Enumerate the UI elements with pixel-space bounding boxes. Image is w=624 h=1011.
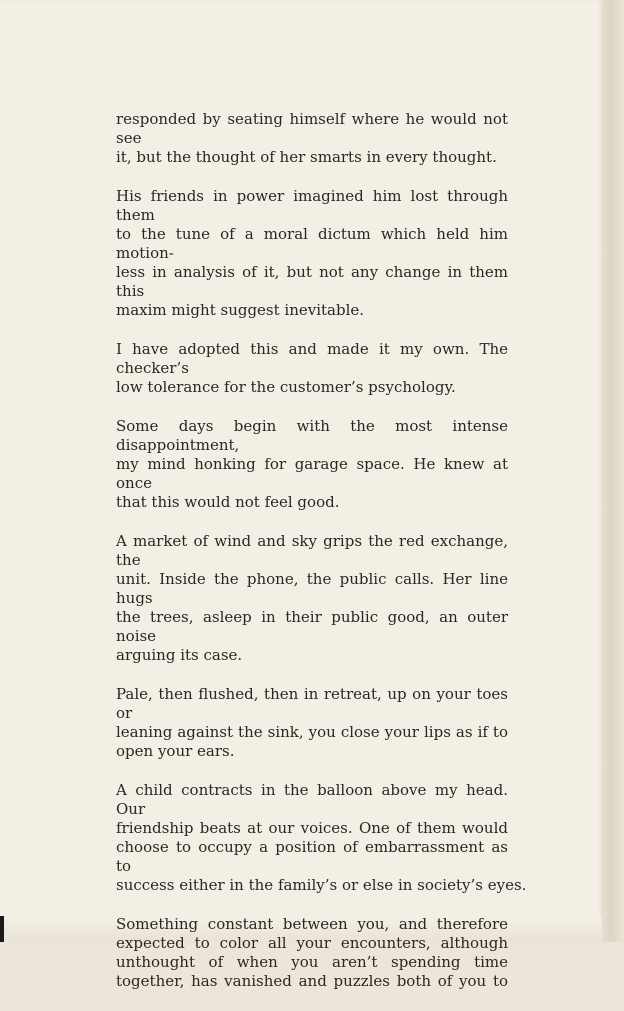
paragraph-2 <box>116 187 508 320</box>
text-line: my mind honking for garage space. He knew at once <box>116 455 508 492</box>
text-line: less in analysis of it, but not any change in them this <box>116 263 508 300</box>
paragraph-7 <box>116 781 527 895</box>
paragraph-5 <box>116 532 508 665</box>
text-line: leaning against the sink, you close your lips as if to <box>116 723 508 741</box>
text-line: I have adopted this and made it my own. The checker’s <box>116 340 508 377</box>
text-line: His friends in power imagined him lost through them <box>116 187 508 224</box>
text-line: it, but the thought of her smarts in every thought. <box>116 148 497 166</box>
text-line: Pale, then flushed, then in retreat, up on your toes or <box>116 685 508 722</box>
text-line: responded by seating himself where he would not see <box>116 110 508 147</box>
text-line: choose to occupy a position of embarrassment as to <box>116 838 508 875</box>
paragraph-4 <box>116 417 508 512</box>
page-edge <box>602 0 624 942</box>
text-line: the trees, asleep in their public good, an outer noise <box>116 608 508 645</box>
paragraph-6 <box>116 685 508 761</box>
paragraph-3 <box>116 340 508 397</box>
text-line: together, has vanished and puzzles both of you to <box>116 972 508 990</box>
paragraph-1 <box>116 110 508 167</box>
text-line: low tolerance for the customer’s psychology. <box>116 378 456 396</box>
text-line: Some days begin with the most intense disappointment, <box>116 417 508 454</box>
binding-mark <box>0 916 4 942</box>
text-line: unit. Inside the phone, the public calls. Her line hugs <box>116 570 508 607</box>
text-line: that this would not feel good. <box>116 493 340 511</box>
text-line: maxim might suggest inevitable. <box>116 301 365 319</box>
text-line: A child contracts in the balloon above my head. Our <box>116 781 508 818</box>
text-line: A market of wind and sky grips the red exchange, the <box>116 532 508 569</box>
text-line: friendship beats at our voices. One of them would <box>116 819 508 837</box>
text-line: unthought of when you aren’t spending time <box>116 953 508 971</box>
text-line: arguing its case. <box>116 646 243 664</box>
text-line: open your ears. <box>116 742 235 760</box>
text-line: to the tune of a moral dictum which held him motion- <box>116 225 508 262</box>
text-line: success either in the family’s or else in society’s eyes. <box>116 876 527 894</box>
prose-block <box>116 110 527 1011</box>
paragraph-8 <box>116 915 508 991</box>
text-line: expected to color all your encounters, although <box>116 934 508 952</box>
text-line: Something constant between you, and therefore <box>116 915 508 933</box>
